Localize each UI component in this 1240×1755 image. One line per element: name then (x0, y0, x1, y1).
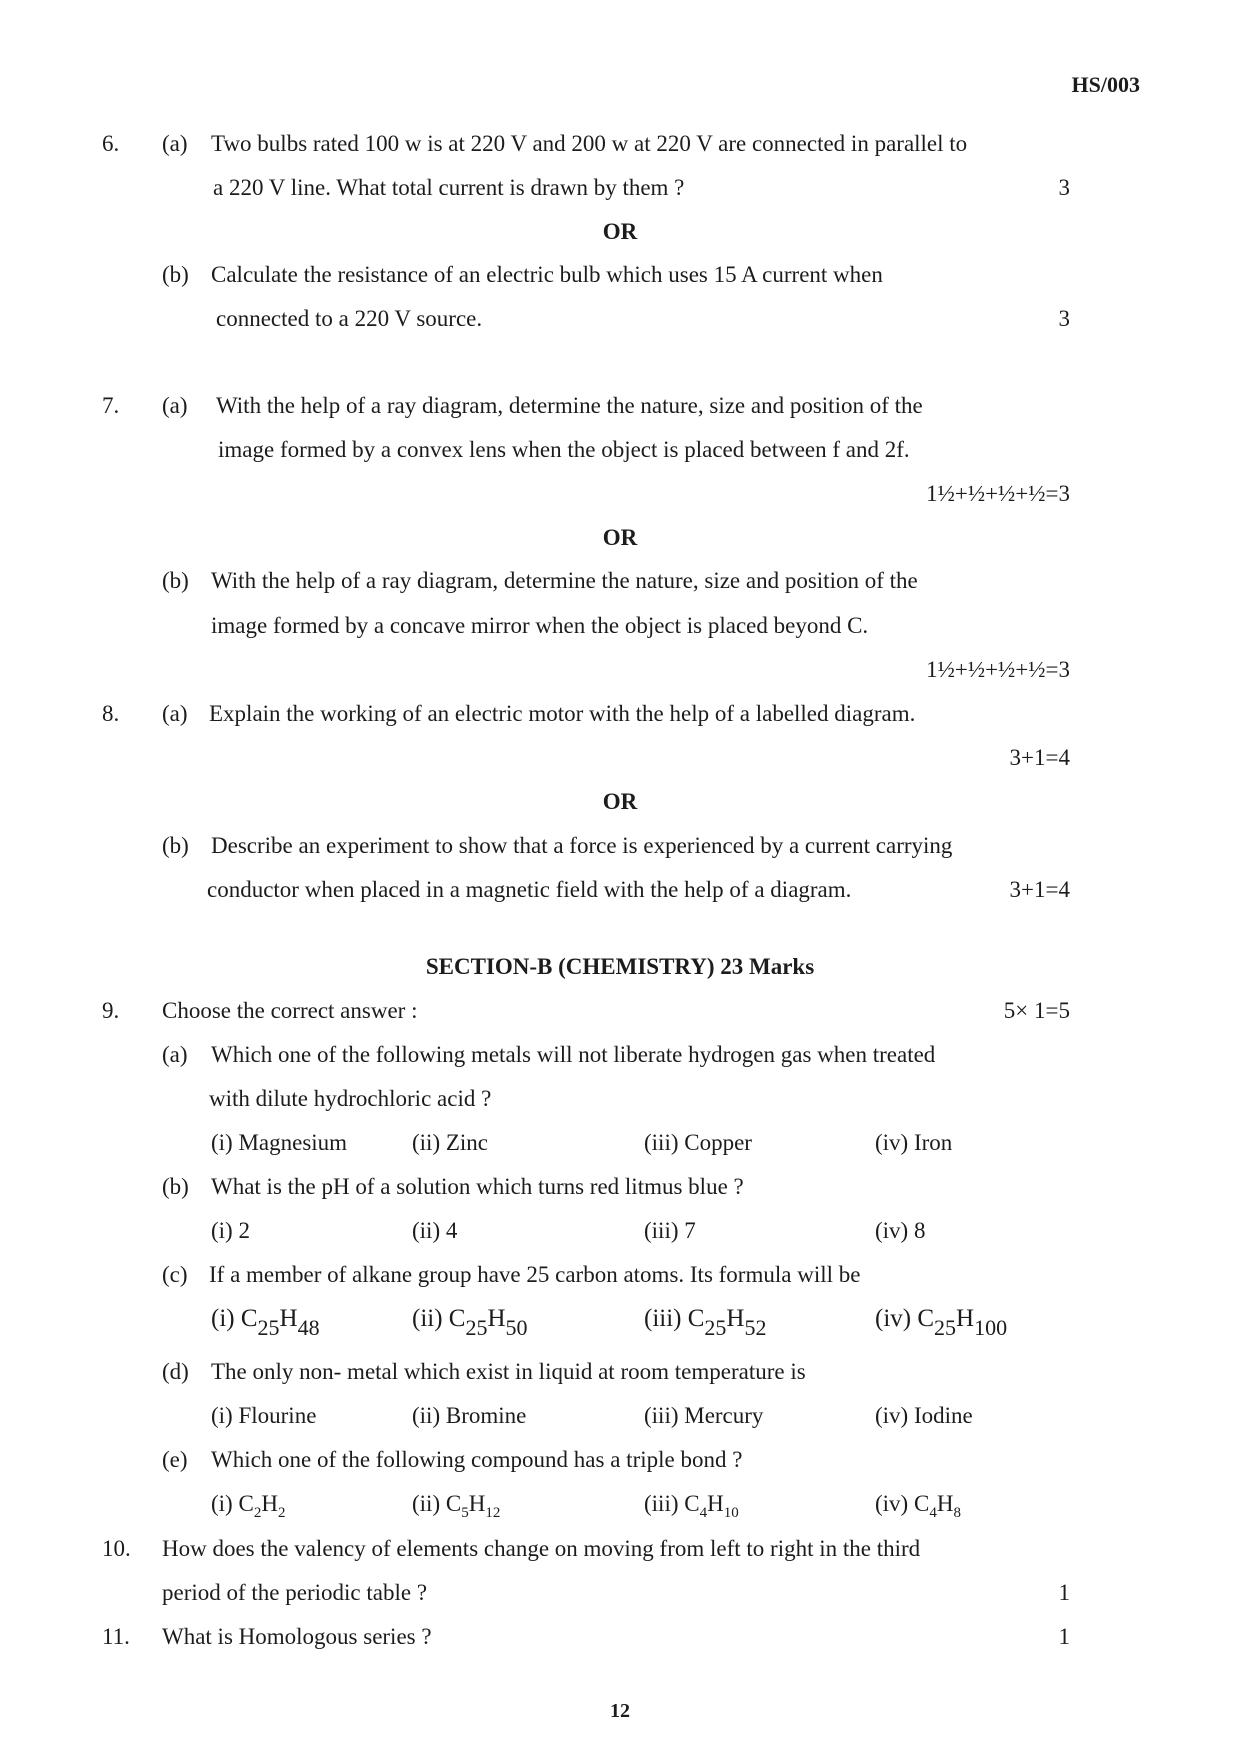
q9d-option-1: (i) Flourine (211, 1403, 317, 1428)
q7a-marks: 1½+½+½+½=3 (926, 481, 1070, 506)
q10-number: 10. (102, 1536, 131, 1561)
q10-line2: period of the periodic table ? (162, 1580, 428, 1605)
q9d-option-3: (iii) Mercury (644, 1403, 764, 1428)
q9d-option-4: (iv) Iodine (875, 1403, 973, 1428)
q9c-line1: If a member of alkane group have 25 carbon atoms. Its formula will be (209, 1262, 861, 1287)
q8a-marks: 3+1=4 (1009, 745, 1070, 770)
q9e-line1: Which one of the following compound has a triple bond ? (211, 1447, 743, 1472)
q9a-option-2: (ii) Zinc (412, 1130, 488, 1155)
q9d-option-2: (ii) Bromine (412, 1403, 527, 1428)
q10-line1: How does the valency of elements change on moving from left to right in the third (162, 1536, 921, 1561)
q9a-option-1: (i) Magnesium (211, 1130, 348, 1155)
q7b-label: (b) (162, 568, 189, 593)
q6b-line2: connected to a 220 V source. (216, 306, 483, 331)
q9c-option-2: (ii) $C_{25}H_{50}$ (412, 1305, 528, 1340)
q9b-option-4: (iv) 8 (875, 1218, 926, 1243)
q11-number: 11. (102, 1624, 130, 1649)
q10-marks: 1 (1058, 1580, 1070, 1605)
q7b-line1: With the help of a ray diagram, determine the nature, size and position of the (211, 568, 918, 593)
q6a-label: (a) (162, 131, 188, 156)
q9a-line2: with dilute hydrochloric acid ? (209, 1086, 492, 1111)
q9b-line1: What is the pH of a solution which turns red litmus blue ? (211, 1174, 744, 1199)
q9-stem: Choose the correct answer : (162, 998, 418, 1023)
q11-marks: 1 (1058, 1624, 1070, 1649)
q6b-marks: 3 (1058, 306, 1070, 331)
q7-number: 7. (102, 393, 120, 418)
paper-code: HS/003 (1071, 72, 1140, 97)
q9a-line1: Which one of the following metals will not liberate hydrogen gas when treated (211, 1042, 936, 1067)
q8b-line2: conductor when placed in a magnetic field with the help of a diagram. (207, 877, 852, 902)
q9e-option-2: (ii) $C_5H_{12}$ (412, 1491, 501, 1521)
q7a-line2: image formed by a convex lens when the object is placed between f and 2f. (218, 437, 910, 462)
section-b-heading: SECTION-B (CHEMISTRY) 23 Marks (425, 954, 815, 979)
q11-line1: What is Homologous series ? (162, 1624, 432, 1649)
q9a-label: (a) (162, 1042, 188, 1067)
q8b-line1: Describe an experiment to show that a force is experienced by a current carrying (211, 833, 953, 858)
q9c-option-4: (iv) $C_{25}H_{100}$ (875, 1305, 1008, 1340)
q9-marks: 5× 1=5 (1003, 998, 1070, 1023)
q7a-line1: With the help of a ray diagram, determine the nature, size and position of the (216, 393, 923, 418)
q7-or: OR (602, 525, 638, 550)
q9e-label: (e) (162, 1447, 188, 1472)
q9b-option-3: (iii) 7 (644, 1218, 696, 1243)
q8a-label: (a) (162, 701, 188, 726)
q8-number: 8. (102, 701, 120, 726)
q9b-option-1: (i) 2 (211, 1218, 250, 1243)
q9-number: 9. (102, 998, 120, 1023)
q6-or: OR (602, 219, 638, 244)
q7b-marks: 1½+½+½+½=3 (926, 657, 1070, 682)
q9c-label: (c) (162, 1262, 188, 1287)
q9a-option-3: (iii) Copper (644, 1130, 752, 1155)
q8-or: OR (602, 789, 638, 814)
q9e-option-3: (iii) $C_4H_{10}$ (644, 1491, 739, 1521)
q9c-option-1: (i) $C_{25}H_{48}$ (211, 1305, 320, 1340)
q9d-label: (d) (162, 1359, 189, 1384)
q8b-marks: 3+1=4 (1009, 877, 1070, 902)
q7b-line2: image formed by a concave mirror when the object is placed beyond C. (211, 613, 869, 638)
q8b-label: (b) (162, 833, 189, 858)
q9b-label: (b) (162, 1174, 189, 1199)
q9b-option-2: (ii) 4 (412, 1218, 458, 1243)
q6a-line1: Two bulbs rated 100 w is at 220 V and 200 w at 220 V are connected in parallel to (211, 131, 968, 156)
q9c-option-3: (iii) $C_{25}H_{52}$ (644, 1305, 767, 1340)
q9d-line1: The only non- metal which exist in liquid at room temperature is (211, 1359, 806, 1384)
q9e-option-4: (iv) $C_4H_8$ (875, 1491, 961, 1521)
q8a-line1: Explain the working of an electric motor with the help of a labelled diagram. (209, 701, 916, 726)
page-number: 12 (610, 1700, 630, 1722)
q9a-option-4: (iv) Iron (875, 1130, 953, 1155)
q6a-marks: 3 (1058, 175, 1070, 200)
q6-number: 6. (102, 131, 120, 156)
q7a-label: (a) (162, 393, 188, 418)
q6b-line1: Calculate the resistance of an electric bulb which uses 15 A current when (211, 262, 883, 287)
q9e-option-1: (i) $C_2H_2$ (211, 1491, 286, 1521)
q6a-line2: a 220 V line. What total current is drawn by them ? (213, 175, 685, 200)
q6b-label: (b) (162, 262, 189, 287)
